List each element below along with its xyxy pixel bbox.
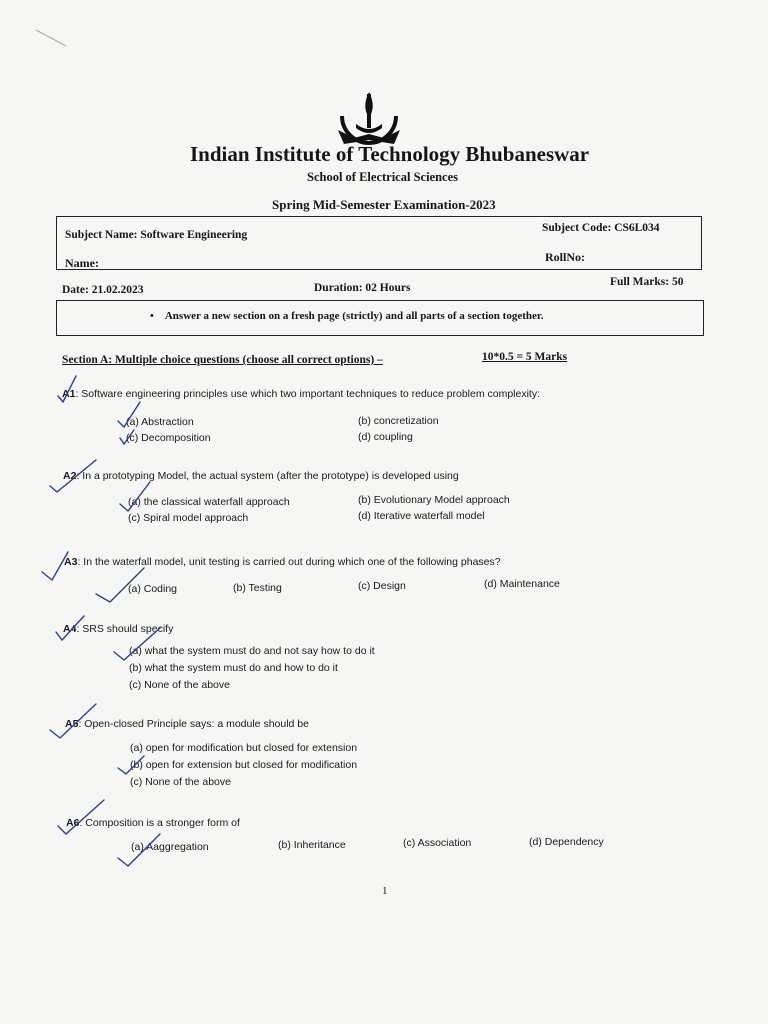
option: (a) the classical waterfall approach <box>128 496 290 508</box>
question-id: A2 <box>63 470 77 482</box>
option: (b) Inheritance <box>278 839 346 851</box>
question-a2 <box>63 470 459 482</box>
section-marks: 10*0.5 = 5 Marks <box>482 351 568 363</box>
question-text: : Composition is a stronger form of <box>79 817 240 829</box>
exam-duration: Duration: 02 Hours <box>314 282 411 294</box>
option: (a) what the system must do and not say how to do it <box>129 645 375 657</box>
section-title: Section A: Multiple choice questions (choose all correct options) – <box>62 354 383 366</box>
question-a6 <box>66 817 240 829</box>
roll-label: RollNo: <box>545 250 585 264</box>
question-text: : SRS should specify <box>76 623 174 635</box>
question-id: A6 <box>66 817 80 829</box>
option: (c) None of the above <box>130 776 231 788</box>
question-id: A1 <box>62 388 76 400</box>
question-text: : In the waterfall model, unit testing is carried out during which one of the following phases? <box>77 556 501 568</box>
option: (b) Testing <box>233 582 282 594</box>
option: (b) Evolutionary Model approach <box>358 494 510 506</box>
instruction-text: • Answer a new section on a fresh page (strictly) and all parts of a section together. <box>150 310 544 322</box>
question-a5 <box>65 718 309 730</box>
institute-name: Indian Institute of Technology Bhubaneswar <box>190 142 590 166</box>
question-id: A5 <box>65 718 79 730</box>
option: (a) Abstraction <box>126 416 194 428</box>
scratch-mark-icon <box>36 30 66 46</box>
question-id: A3 <box>64 556 78 568</box>
exam-date: Date: 21.02.2023 <box>62 284 144 296</box>
question-a1 <box>62 388 540 400</box>
institute-logo <box>334 88 404 148</box>
exam-title: Spring Mid-Semester Examination-2023 <box>272 197 496 212</box>
question-text: : Software engineering principles use which two important techniques to reduce problem complexity: <box>75 388 541 400</box>
option: (c) Design <box>358 580 406 592</box>
option: (a) Coding <box>128 583 178 595</box>
option: (c) None of the above <box>129 679 230 691</box>
question-text: : Open-closed Principle says: a module should be <box>78 718 309 730</box>
option: (a) open for modification but closed for extension <box>130 742 358 754</box>
option: (c) Decomposition <box>126 432 211 444</box>
option: (b) concretization <box>358 415 439 427</box>
option: (c) Spiral model approach <box>128 512 249 524</box>
school-name: School of Electrical Sciences <box>307 170 459 184</box>
full-marks: Full Marks: 50 <box>610 276 684 288</box>
subject-name: Subject Name: Software Engineering <box>65 229 248 241</box>
option: (b) what the system must do and how to do it <box>129 662 338 674</box>
question-a3 <box>64 556 501 568</box>
question-a4 <box>63 623 173 635</box>
option: (d) Maintenance <box>484 578 560 590</box>
option: (d) coupling <box>358 431 413 443</box>
name-label: Name: <box>65 256 99 270</box>
page-number: 1 <box>382 885 388 897</box>
option: (c) Association <box>403 837 472 849</box>
option: (d) Iterative waterfall model <box>358 510 485 522</box>
instruction-label: Answer a new section on a fresh page (strictly) and all parts of a section together. <box>164 310 544 322</box>
option: (b) open for extension but closed for modification <box>130 759 358 771</box>
question-id: A4 <box>63 623 77 635</box>
option: (d) Dependency <box>529 836 604 848</box>
question-text: : In a prototyping Model, the actual system (after the prototype) is developed using <box>76 470 459 482</box>
subject-code: Subject Code: CS6L034 <box>542 222 660 234</box>
option: (a) Aaggregation <box>131 841 209 853</box>
